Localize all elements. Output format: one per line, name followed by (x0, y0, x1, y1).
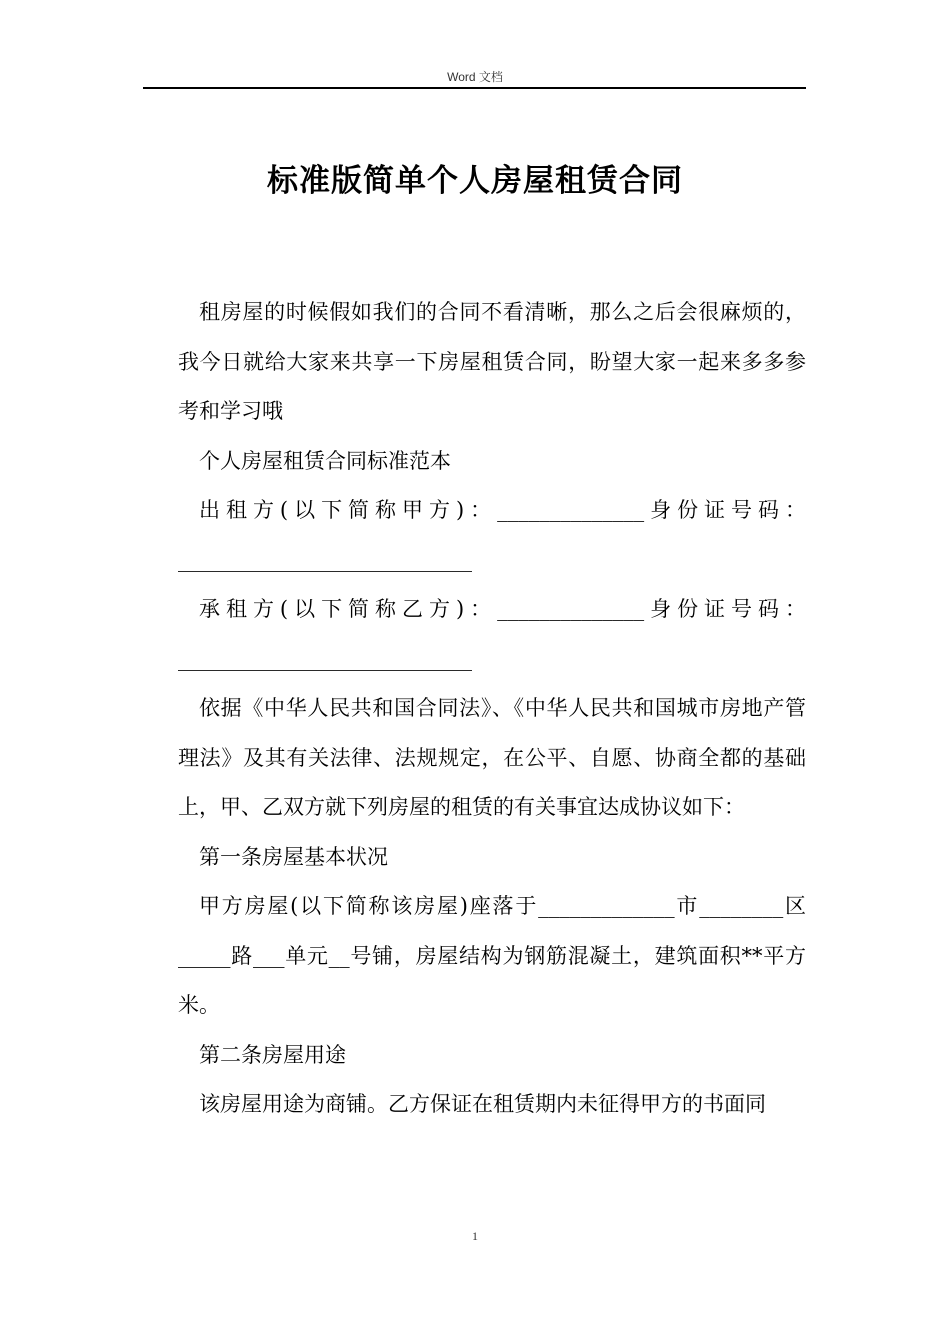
header-divider (143, 87, 806, 89)
paragraph-intro: 租房屋的时候假如我们的合同不看清晰，那么之后会很麻烦的，我今日就给大家来共享一下房屋租赁合同，盼望大家一起来多多参考和学习哦 (178, 300, 806, 423)
paragraph-article-1-heading: 第一条房屋基本状况 (199, 844, 388, 869)
page-header: Word 文档 (447, 70, 503, 84)
paragraph-lessee: 承租方(以下简称乙方)：______________身份证号码：____________________________ (178, 597, 806, 671)
paragraph-article-1-body: 甲方房屋(以下简称该房屋)座落于_____________市________区_____路___单元__号铺，房屋结构为钢筋混凝土，建筑面积**平方米。 (178, 894, 806, 1017)
paragraph-legal-basis: 依据《中华人民共和国合同法》、《中华人民共和国城市房地产管理法》及其有关法律、法规规定，在公平、自愿、协商全都的基础上，甲、乙双方就下列房屋的租赁的有关事宜达成协议如下： (178, 696, 806, 819)
paragraph-lessor: 出租方(以下简称甲方)：______________身份证号码：____________________________ (178, 498, 806, 572)
page-number: 1 (472, 1229, 478, 1243)
paragraph-template-name: 个人房屋租赁合同标准范本 (199, 448, 451, 473)
document-title: 标准版简单个人房屋租赁合同 (267, 163, 683, 199)
paragraph-article-2-heading: 第二条房屋用途 (199, 1042, 346, 1067)
paragraph-article-2-body: 该房屋用途为商铺。乙方保证在租赁期内未征得甲方的书面同 (199, 1092, 766, 1116)
document-body (178, 288, 806, 1130)
